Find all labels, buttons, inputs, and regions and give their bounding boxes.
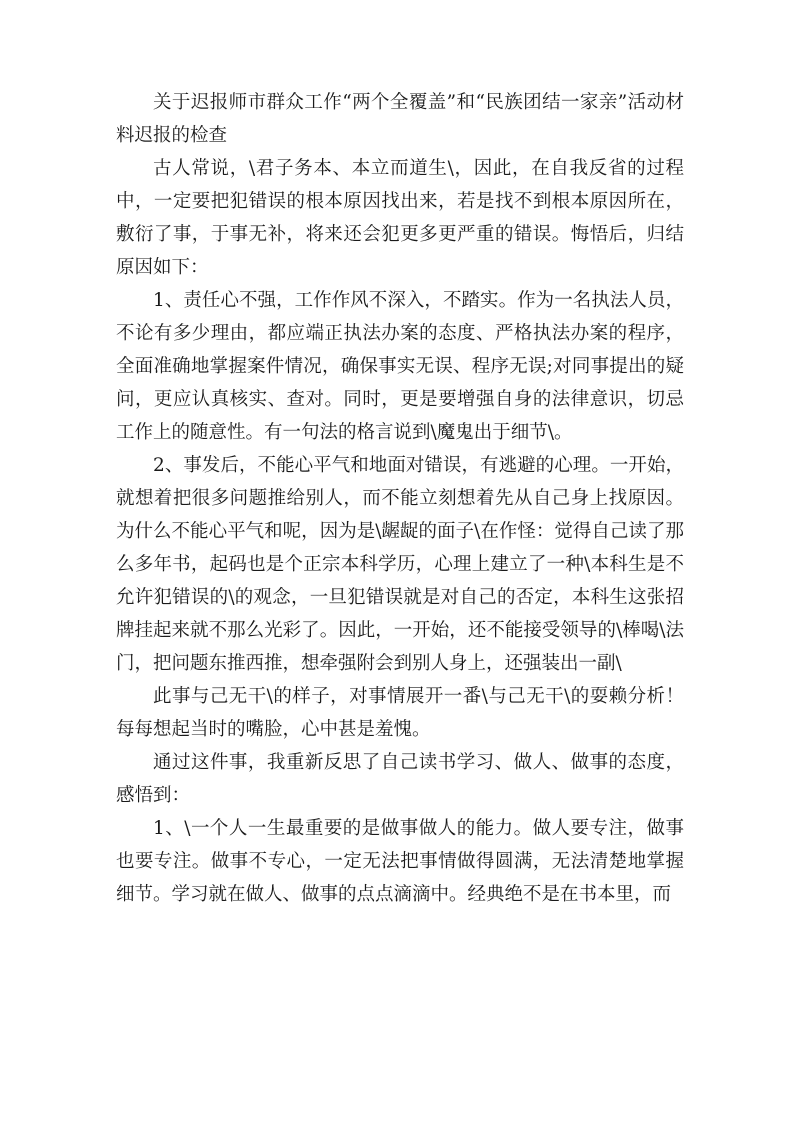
paragraph-reflection: 通过这件事，我重新反思了自己读书学习、做人、做事的态度，感悟到： xyxy=(116,752,684,806)
document-body xyxy=(116,86,684,911)
paragraph-insight-1: 1、\一个人一生最重要的是做事做人的能力。做人要专注，做事也要专注。做事不专心，一定无法把事情做得圆满，无法清楚地掌握细节。学习就在做人、做事的点点滴滴中。经典绝不是在书本里，而 xyxy=(116,818,684,905)
paragraph-intro: 古人常说，\君子务本、本立而道生\，因此，在自我反省的过程中，一定要把犯错误的根本原因找出来，若是找不到根本原因所在，敷衍了事，于事无补，将来还会犯更多更严重的错误。悔悟后，归结原因如下： xyxy=(116,158,684,278)
paragraph-point-1: 1、责任心不强，工作作风不深入，不踏实。作为一名执法人员，不论有多少理由，都应端正执法办案的态度、严格执法办案的程序，全面准确地掌握案件情况，确保事实无误、程序无误;对同事提出的疑问，更应认真核实、查对。同时，更是要增强自身的法律意识，切忌工作上的随意性。有一句法的格言说到\魔鬼出于细节\。 xyxy=(116,290,684,443)
document-title: 关于迟报师市群众工作“两个全覆盖”和“民族团结一家亲”活动材料迟报的检查 xyxy=(116,92,684,146)
paragraph-point-2-continued: 此事与己无干\的样子，对事情展开一番\与己无干\的耍赖分析！每每想起当时的嘴脸，心中甚是羞愧。 xyxy=(116,686,684,740)
paragraph-point-2: 2、事发后，不能心平气和地面对错误，有逃避的心理。一开始，就想着把很多问题推给别人，而不能立刻想着先从自己身上找原因。为什么不能心平气和呢，因为是\龌龊的面子\在作怪：觉得自己读了那么多年书，起码也是个正宗本科学历，心理上建立了一种\本科生是不允许犯错误的\的观念，一旦犯错误就是对自己的否定，本科生这张招牌挂起来就不那么光彩了。因此，一开始，还不能接受领导的\棒喝\法门，把问题东推西推，想牵强附会到别人身上，还强装出一副\ xyxy=(116,455,684,674)
